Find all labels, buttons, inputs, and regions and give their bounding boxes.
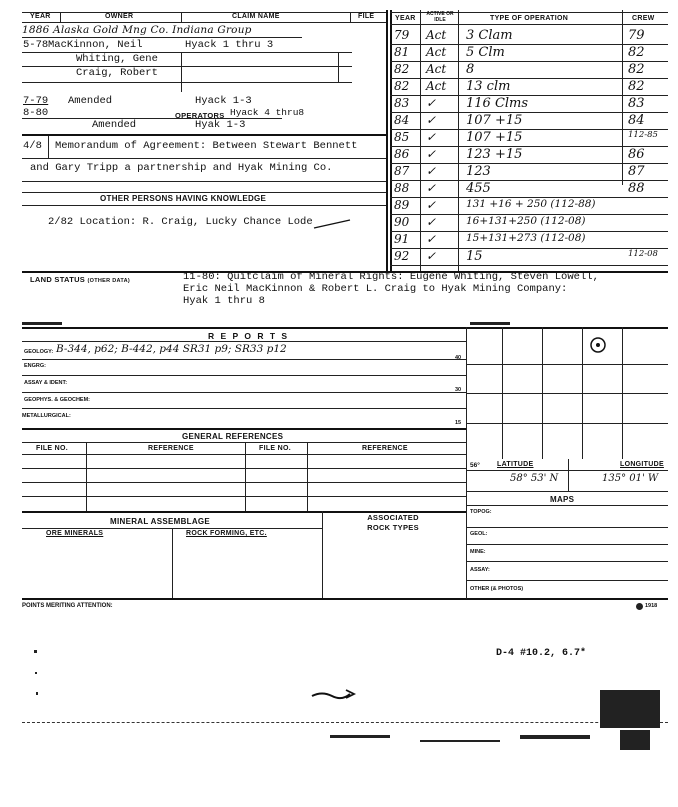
activity-operation: 13 clm [466, 79, 511, 94]
general-refs-title: GENERAL REFERENCES [182, 432, 284, 441]
mineral-title: MINERAL ASSEMBLAGE [110, 517, 211, 526]
activity-status: ✓ [426, 164, 437, 178]
claim-owner-2: Whiting, Gene [76, 53, 158, 65]
activity-operation: 107 +15 [466, 130, 523, 145]
activity-year: 89 [394, 198, 410, 212]
points-attention-label: POINTS MERITING ATTENTION: [22, 603, 113, 609]
group-line: 1886 Alaska Gold Mng Co. Indiana Group [22, 24, 252, 36]
land-status-line-2: Eric Neil MacKinnon & Robert L. Craig to Hyak Mining Company: [183, 283, 568, 295]
activity-row-rule [390, 265, 668, 266]
activity-crew: 87 [628, 164, 645, 179]
activity-status: ✓ [426, 181, 437, 195]
activity-crew: 86 [628, 147, 645, 162]
activity-operation: 123 [466, 164, 491, 179]
activity-status: ✓ [426, 96, 437, 110]
activity-status: Act [426, 62, 447, 76]
associated-rock-label: ASSOCIATED ROCK TYPES [367, 513, 419, 532]
claim-name-1: Hyack 1 thru 3 [185, 39, 274, 51]
ref-file-no-2: FILE NO. [259, 445, 291, 452]
reports-num-40: 40 [455, 355, 462, 361]
activity-status: Act [426, 45, 447, 59]
ref-reference-2: REFERENCE [362, 445, 408, 452]
activity-year: 91 [394, 232, 410, 246]
activity-crew: 82 [628, 79, 645, 94]
activity-year: 83 [394, 96, 410, 110]
engrg-label: ENGRG: [24, 363, 46, 369]
claim-owner-4: Amended [68, 95, 113, 107]
geophys-label: GEOPHYS. & GEOCHEM: [24, 397, 91, 403]
latitude-value: 58° 53' N [510, 473, 559, 484]
other-persons-header: OTHER PERSONS HAVING KNOWLEDGE [100, 194, 267, 203]
activity-year: 87 [394, 164, 410, 178]
activity-status: ✓ [426, 249, 437, 263]
activity-crew: 83 [628, 96, 645, 111]
claim-year-5: 8-80 [23, 107, 49, 119]
claim-name-5: Hyack 4 thru8 [230, 107, 305, 118]
lat-marker: 56° [470, 462, 480, 469]
assay-map-label: ASSAY: [470, 567, 490, 573]
geology-label: GEOLOGY: [24, 349, 54, 355]
activity-year: 92 [394, 249, 410, 263]
activity-status: ✓ [426, 130, 437, 144]
col-year-header: YEAR [30, 13, 51, 20]
activity-status: ✓ [426, 147, 437, 161]
activity-operation: 5 Clm [466, 45, 505, 60]
activity-year: 86 [394, 147, 410, 161]
activity-crew: 82 [628, 62, 645, 77]
topog-label: TOPOG: [470, 509, 492, 515]
land-status-label: LAND STATUS (OTHER DATA) [30, 275, 130, 284]
maps-label: MAPS [550, 495, 575, 504]
land-status-line-3: Hyak 1 thru 8 [183, 295, 265, 307]
geology-value: B-344, p62; B-442, p44 SR31 p9; SR33 p12 [56, 343, 287, 355]
ref-reference-1: REFERENCE [148, 445, 194, 452]
col-claim-name-header: CLAIM NAME [232, 13, 280, 20]
activity-type-header: TYPE OF OPERATION [490, 15, 569, 22]
geol-label: GEOL: [470, 531, 488, 537]
activity-status: Act [426, 79, 447, 93]
activity-active-header: ACTIVE OR IDLE [426, 11, 454, 23]
claim-owner-6: Amended [92, 119, 137, 131]
activity-operation: 107 +15 [466, 113, 523, 128]
activity-crew: 84 [628, 113, 645, 128]
reports-title: R E P O R T S [208, 331, 290, 341]
activity-crew-header: CREW [632, 15, 655, 22]
other-persons-text: 2/82 Location: R. Craig, Lucky Chance Lode [48, 216, 313, 228]
longitude-label: LONGITUDE [620, 461, 664, 468]
activity-operation: 131 +16 + 250 (112-88) [466, 198, 596, 210]
claim-year-4: 7-79 [23, 95, 49, 107]
activity-year: 81 [394, 45, 410, 59]
activity-operation: 3 Clam [466, 28, 513, 43]
activity-year: 79 [394, 28, 410, 42]
form-number: 1918 [645, 603, 658, 609]
circle-mark-icon [588, 335, 608, 355]
activity-year: 82 [394, 62, 410, 76]
metallurgical-label: METALLURGICAL: [22, 413, 71, 419]
ore-minerals-label: ORE MINERALS [46, 530, 104, 537]
activity-operation: 123 +15 [466, 147, 523, 162]
activity-operation: 15 [466, 249, 483, 264]
activity-crew: 112-08 [628, 249, 658, 259]
claim-year-1: 5-78 [23, 39, 49, 51]
activity-crew: 79 [628, 28, 645, 43]
activity-status: ✓ [426, 232, 437, 246]
claim-name-4: Hyack 1-3 [195, 95, 252, 107]
other-photos-label: OTHER (& PHOTOS) [470, 586, 524, 592]
mine-label: MINE: [470, 549, 486, 555]
activity-operation: 455 [466, 181, 491, 196]
memo-line-1: Memorandum of Agreement: Between Stewart Bennett [55, 140, 358, 152]
activity-status: ✓ [426, 198, 437, 212]
reports-num-15: 15 [455, 420, 462, 426]
activity-year: 90 [394, 215, 410, 229]
claim-name-6: Hyak 1-3 [195, 119, 246, 131]
activity-year: 84 [394, 113, 410, 127]
longitude-value: 135° 01' W [602, 473, 659, 484]
activity-year: 88 [394, 181, 410, 195]
activity-operation: 16+131+250 (112-08) [466, 215, 586, 227]
activity-status: ✓ [426, 215, 437, 229]
activity-operation: 8 [466, 62, 475, 77]
footer-code: D-4 #10.2, 6.7* [496, 648, 587, 659]
activity-year-header: YEAR [395, 15, 416, 22]
pen-stroke-icon [312, 218, 352, 230]
activity-operation: 15+131+273 (112-08) [466, 232, 586, 244]
ref-file-no-1: FILE NO. [36, 445, 68, 452]
operators-label: OPERATORS [175, 111, 225, 120]
reports-num-30: 30 [455, 387, 462, 393]
land-status-line-1: 11-80: Quitclaim of Mineral Rights: Eugene Whiting, Steven Lowell, [183, 271, 599, 283]
assay-ident-label: ASSAY & IDENT: [24, 380, 68, 386]
activity-crew: 88 [628, 181, 645, 196]
memo-year: 4/8 [23, 140, 42, 152]
activity-crew: 82 [628, 45, 645, 60]
activity-year: 82 [394, 79, 410, 93]
col-file-header: FILE [358, 13, 375, 20]
memo-line-2: and Gary Tripp a partnership and Hyak Mining Co. [30, 162, 333, 174]
claim-owner-1: MacKinnon, Neil [48, 39, 143, 51]
rock-forming-label: ROCK FORMING, ETC. [186, 530, 267, 537]
activity-status: ✓ [426, 113, 437, 127]
activity-crew: 112-85 [628, 130, 658, 140]
activity-status: Act [426, 28, 447, 42]
activity-year: 85 [394, 130, 410, 144]
latitude-label: LATITUDE [497, 461, 534, 468]
activity-operation: 116 Clms [466, 96, 529, 111]
arrow-scribble-icon [310, 688, 360, 702]
claim-owner-3: Craig, Robert [76, 67, 158, 79]
col-owner-header: OWNER [105, 13, 134, 20]
